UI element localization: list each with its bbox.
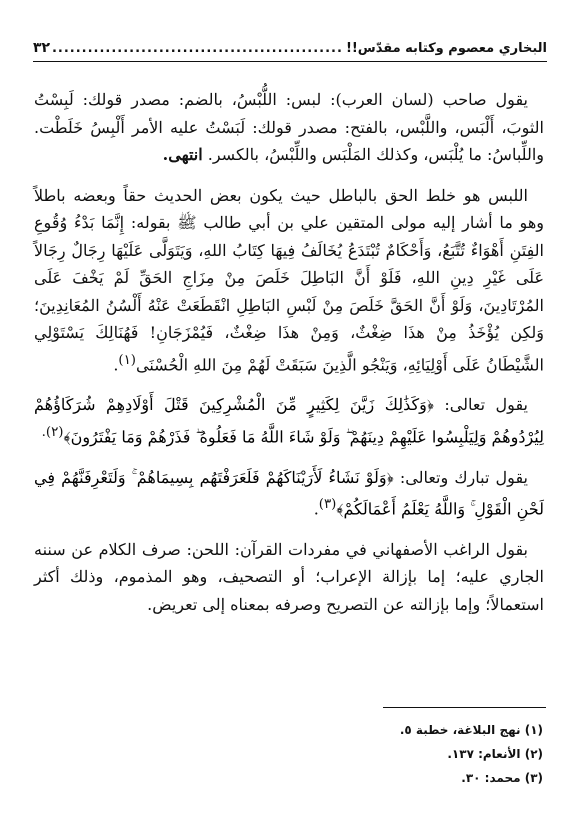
- paragraph-lisan-al-arab: يقول صاحب (لسان العرب): لبس: اللُّبْسُ، بالضم: مصدر قولك: لَبِسْتُ الثوبَ، أَلْبَس، واللَّبْس، بالفتح: مصدر قولك: لَبَسْتُ عليه الأمر أَلْبِسُ خَلَطْت. واللِّباسُ: ما يُلْبَس، وكذلك المَلْبَس واللِّبْسُ، بالكسر. انتهى.: [34, 90, 544, 164]
- running-header: [33, 40, 547, 56]
- footnote-2: (٢) الأنعام: ١٣٧.: [447, 747, 543, 761]
- paragraph-verse-anam: يقول تعالى: ﴿وَكَذَٰلِكَ زَيَّنَ لِكَثِيرٍ مِّنَ الْمُشْرِكِينَ قَتْلَ أَوْلَادِهِمْ شُرَكَاؤُهُمْ لِيُرْدُوهُمْ وَلِيَلْبِسُوا عَلَيْهِمْ دِينَهُمْ ۖ وَلَوْ شَاءَ اللَّهُ مَا فَعَلُوهُ ۖ فَذَرْهُمْ وَمَا يَفْتَرُونَ﴾$^{(٢).}$: [34, 395, 544, 447]
- footnote-1: (١) نهج البلاغة، خطبة ٥.: [399, 723, 543, 737]
- quran-verse: ﴿وَلَوْ نَشَاءُ لَأَرَيْنَاكَهُمْ فَلَعَرَفْتَهُم بِسِيمَاهُمْ ۚ وَلَتَعْرِفَنَّهُمْ فِي لَحْنِ الْقَوْلِ ۚ وَاللَّهُ يَعْلَمُ أَعْمَالَكُمْ﴾: [34, 467, 544, 519]
- footnote-ref-3: (٣): [318, 497, 337, 513]
- footnote-ref-1: (١): [118, 352, 136, 368]
- paragraph-verse-muhammad: يقول تبارك وتعالى: ﴿وَلَوْ نَشَاءُ لَأَرَيْنَاكَهُمْ فَلَعَرَفْتَهُم بِسِيمَاهُمْ ۚ وَلَتَعْرِفَنَّهُمْ فِي لَحْنِ الْقَوْلِ ۚ وَاللَّهُ يَعْلَمُ أَعْمَالَكُمْ﴾$^{(٣)}$.: [34, 467, 544, 519]
- main-text: [34, 86, 544, 631]
- paragraph-imam-ali-quote: اللبس هو خلط الحق بالباطل حيث يكون بعض الحديث حقاً وبعضه باطلاً وهو ما أشار إليه مولى المتقين علي بن أبي طالب ﷺ بقوله: إِنَّمَا بَدْءُ وُقُوعِ الفِتَنِ أَهْوَاءٌ تُتَّبَعُ، وَأَحْكَامٌ تُبْتَدَعُ يُخَالَفُ فِيهَا كِتَابُ اللهِ، وَيَتَوَلَّى عَلَيْهَا رِجَالٌ رِجَالاً عَلَى غَيْرِ دِينِ اللهِ، فَلَوْ أَنَّ البَاطِلَ خَلَصَ مِنْ مِزَاجِ الحَقِّ لَمْ يَخْفَ عَلَى المُرْتَادِينَ، وَلَوْ أَنَّ الحَقَّ خَلَصَ مِنْ لَبْسِ البَاطِلِ انْقَطَعَتْ عَنْهُ أَلْسُنُ المُعَانِدِينَ؛ وَلكِن يُؤْخَذُ مِنْ هذَا ضِغْثٌ، وَمِنْ هذَا ضِغْثٌ، فَيُمْزَجَانِ! فَهُنَالِكَ يَسْتَوْلِي الشَّيْطَانُ عَلَى أَوْلِيَائِهِ، وَيَنْجُو الَّذِينَ سَبَقَتْ لَهُمْ مِنَ اللهِ الْحُسْنَى$^{(١)}$.: [34, 185, 544, 374]
- footnote-ref-2: (٢).: [41, 424, 64, 440]
- running-title: البخاري معصوم وكتابه مقدّس!!: [345, 41, 547, 56]
- footnote-rule: [383, 707, 546, 708]
- footnotes: [40, 718, 543, 790]
- quote-end-marker: انتهى.: [162, 145, 203, 164]
- leader-dots: [53, 41, 343, 56]
- page-number: ٣٢: [33, 40, 51, 56]
- quran-verse: ﴿وَكَذَٰلِكَ زَيَّنَ لِكَثِيرٍ مِّنَ الْمُشْرِكِينَ قَتْلَ أَوْلَادِهِمْ شُرَكَاؤُهُمْ لِيُرْدُوهُمْ وَلِيَلْبِسُوا عَلَيْهِمْ دِينَهُمْ ۖ وَلَوْ شَاءَ اللَّهُ مَا فَعَلُوهُ ۖ فَذَرْهُمْ وَمَا يَفْتَرُونَ﴾: [34, 395, 544, 447]
- paragraph-raghib: بقول الراغب الأصفهاني في مفردات القرآن: اللحن: صرف الكلام عن سننه الجاري عليه؛ إما بإزالة الإعراب؛ أو التصحيف، وهو المذموم، وذلك أكثر استعمالاً؛ وإما بإزالته عن التصريح وصرفه بمعناه إلى تعريض.: [34, 539, 544, 614]
- footnote-3: (٣) محمد: ٣٠.: [461, 771, 543, 785]
- header-rule: [33, 61, 547, 62]
